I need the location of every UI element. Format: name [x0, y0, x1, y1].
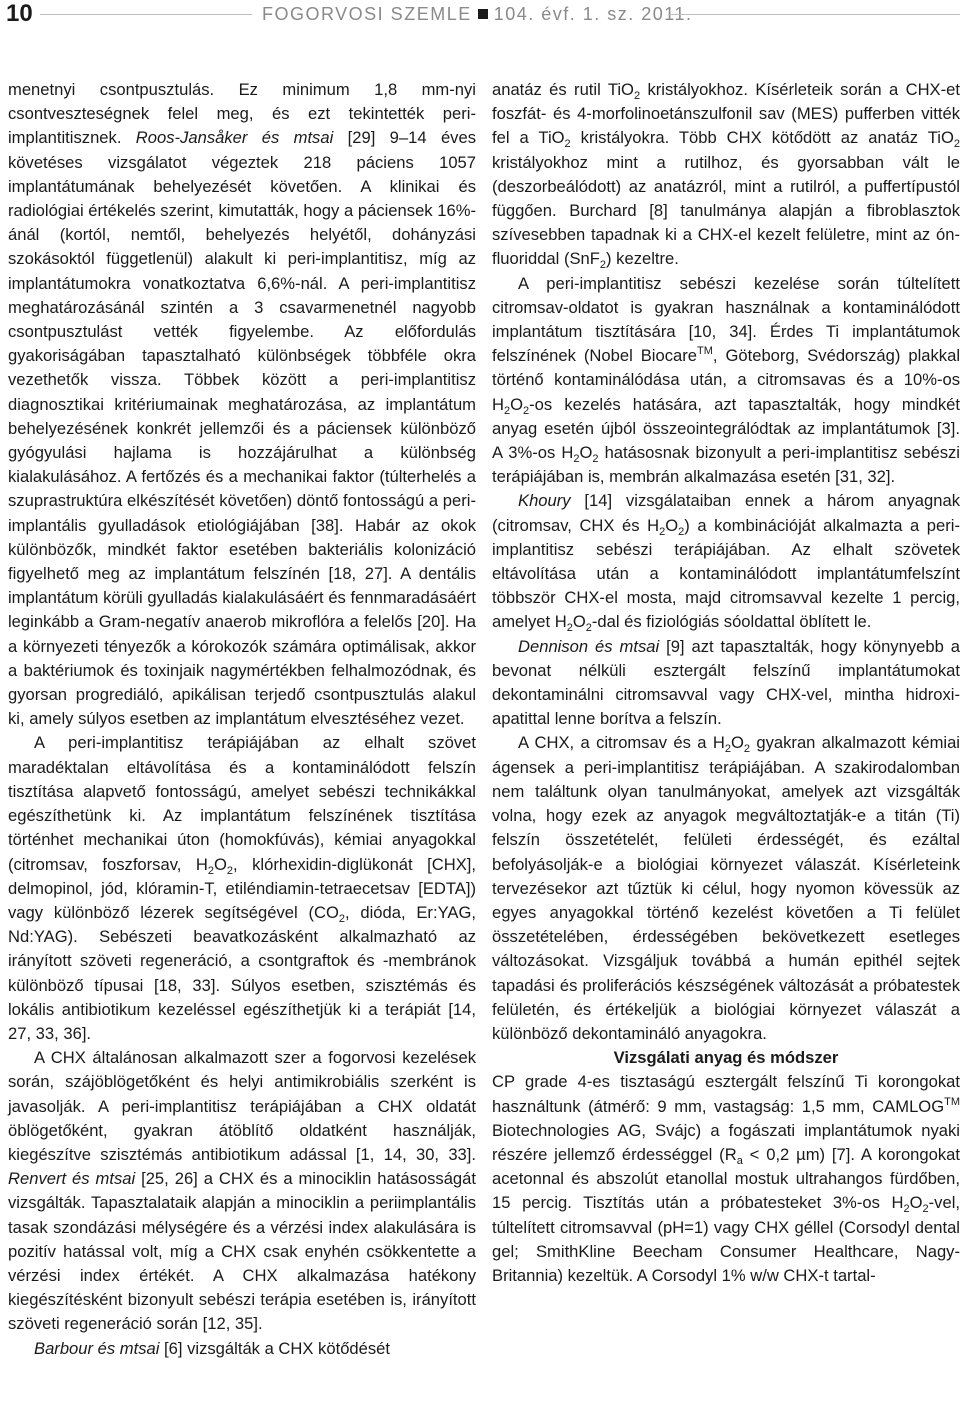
square-bullet-icon: [478, 9, 488, 19]
header-rule-right: [668, 14, 960, 15]
author-reference: Roos-Jansåker és mtsai: [135, 128, 334, 148]
author-reference: Barbour és mtsai: [34, 1338, 160, 1358]
journal-name: FOGORVOSI SZEMLE: [262, 4, 472, 24]
journal-reference: [262, 4, 693, 25]
paragraph: menetnyi csontpusztulás. Ez minimum 1,8 mm-nyi csontveszteségnek felel meg, és ezt tekintették peri-implantitisznek. Roos-Jansåker és mtsai [29] 9–14 éves követéses vizsgálatot végeztek 218 páciens 1057 implantátumának behelyezését követően. A klinikai és radiológiai értékelés szerint, kimutatták, hogy a páciensek 16%-ánál (kortól, nemtől, behelyezés helyétől, dohányzási szokásoktól függetlenül) alakult ki peri-implantitisz, míg az implantátumokra vonatkoztatva 6,6%-nál. A peri-implantitisz meghatározásánál szintén a 3 csavarmenetnél nagyobb csontpusztulást vették figyelembe. Az előfordulás gyakoriságában tapasztalható különbségek többféle okra vezethetők vissza. Többek között a peri-implantitisz diagnosztikai kritériumainak meghatározása, az implantátum behelyezésének konkrét jellemzői és a páciensek különböző gyógyulási hajlama is hozzájárulhat a különbség kialakulásához. A fertőzés és a mechanikai faktor (túlterhelés a szuprastruktúra elkészítését követően) döntő fontosságú a peri-implantális gyulladások etiológiájában [38]. Habár az okok különbözők, mindkét faktor esetében bakteriális kolonizáció figyelhető meg az implantátum felszínén [18, 27]. A dentális implantátum körüli gyulladás kialakulásáért és fennmaradásáért leginkább a Gram-negatív anaerob mikroflóra a felelős [20]. Ha a környezeti tényezők a kórokozók számára optimálisak, akkor a baktériumok és toxinjaik nagymértékben felhalmozódnak, és gyorsan progrediáló, apikálisan terjedő csontpusztulás alakul ki, amely súlyos esetben az implantátum elvesztéséhez vezet.: [8, 80, 476, 729]
journal-issue: 104. évf. 1. sz. 2011.: [493, 4, 693, 24]
author-reference: Dennison és mtsai: [518, 636, 660, 656]
paragraph: A CHX általánosan alkalmazott szer a fogorvosi kezelések során, szájöblögetőként és helyi antimikrobiális szerként is javasolják. A peri-implantitisz terápiájában a CHX oldatát öblögetőként, gyakran átöblítő oldatként használják, kiegészítve szisztémás antibiotikum adással [1, 14, 30, 33]. Renvert és mtsai [25, 26] a CHX és a minociklin hatásosságát vizsgálták. Tapasztalataik alapján a minociklin a periimplantális tasak szondázási mélységére és a vérzési index alakulására is pozitív hatással volt, míg a CHX csak enyhén csökkentette a vérzési index értékét. A CHX alkalmazása hatékony kiegészítésként bizonyult sebészi terápia esetében is, irányított szöveti regeneráció során [12, 35].: [8, 1048, 476, 1334]
page-header: [0, 0, 960, 34]
paragraph: Barbour és mtsai [6] vizsgálták a CHX kötődését: [34, 1338, 391, 1358]
left-column: [8, 78, 476, 1361]
paragraph: A CHX, a citromsav és a $H_2O_2$ gyakran alkalmazott kémiai ágensek a peri-implantitisz terápiájában. A szakirodalomban nem találtunk olyan tanulmányokat, amelyek azt vizsgálták volna, hogy ezek az anyagok megváltoztatják-e a titán (Ti) felszín összetételét, felületi érdességét, és ezáltal befolyásolják-e a biológiai környezet válaszát. Kísérleteink tervezésekor azt tűztük ki célul, hogy nyomon kövessük az egyes anyagokkal történő kezelést követően a Ti felület összetételében, érdességében bekövetkezett esetleges változásokat. Vizsgáljuk továbbá a humán epithél sejtek tapadási és proliferációs készségének változását a próbatestek felületén, és értékeljük a biológiai környezet válaszát a különböző dekontamináló anyagokra.: [492, 733, 960, 1043]
paragraph: CP grade 4-es tisztaságú esztergált felszínű Ti korongokat használtunk (átmérő: 9 mm, vastagság: 1,5 mm, CAMLOG™ Biotechnologies AG, Svájc) a fogászati implantátumok nyaki részére jellemző érdességgel ($R_a < 0,2$ µm) [7]. A korongokat acetonnal és abszolút etanollal mostuk ultrahangos fürdőben, 15 percig. Tisztítás után a próbatesteket 3%-os $H_2O_2$-vel, túltelített citromsavval (pH=1) vagy CHX géllel (Corsodyl dental gel; SmithKline Beecham Consumer Healthcare, Nagy-Britannia) kezeltük. A Corsodyl 1% w/w CHX-t tartal-: [492, 1072, 960, 1285]
paragraph: A peri-implantitisz sebészi kezelése során túltelített citromsav-oldatot is gyakran használnak a kontaminálódott implantátum tisztítására [10, 34]. Érdes Ti implantátumok felszínének (Nobel Biocare™, Göteborg, Svédország) plakkal történő kontaminálódása után, a citromsavas és a 10%-os $H_2O_2-os$ kezelés hatására, azt tapasztalták, hogy mindkét anyag esetén újból összeointegrálódtak az implantátumok [3]. A 3%-os $H_2O_2$ hatásosnak bizonyult a peri-implantitisz sebészi terápiájában is, membrán alkalmazása esetén [31, 32].: [492, 273, 960, 487]
paragraph: Khoury [14] vizsgálataiban ennek a három anyagnak (citromsav, CHX és $H_2O_2$) a kombinációját alkalmazta a peri-implantitisz sebészi terápiájában. Az elhalt szövetek eltávolítása után a kontaminálódott implantátumfelszínt többször CHX-el mosta, majd citromsavval kezelte 1 percig, amelyet $H_2O_2$-dal és fiziológiás sóoldattal öblített le.: [492, 491, 960, 635]
paragraph: A peri-implantitisz terápiájában az elhalt szövet maradéktalan eltávolítása és a kontaminálódott felszín tisztítása alapvető fontosságú, amelyet sebészi technikákkal egészíthetünk ki. Az implantátum felszínének tisztítása történhet mechanikai úton (homokfúvás), kémiai anyagokkal (citromsav, foszforsav, $H_2O_2$, klórhexidin-diglükonát [CHX], delmopinol, jód, klóramin-T, etiléndiamin-tetraecetsav [EDTA]) vagy különböző lézerek segítségével ($CO_2$, dióda, Er:YAG, Nd:YAG). Sebészeti beavatkozásként alkalmazható az irányított szöveti regeneráció, a csontgraftok és -membránok különböző típusai [18, 33]. Súlyos esetben, szisztémás és lokális antibiotikum kezeléssel egészíthetjük ki a terápiát [14, 27, 33, 36].: [8, 733, 476, 1043]
right-column: [492, 78, 960, 1288]
header-rule-left: [40, 14, 252, 15]
page-number: 10: [6, 0, 33, 27]
author-reference: Khoury: [518, 491, 571, 511]
paragraph: Dennison és mtsai [9] azt tapasztalták, hogy könynyebb a bevonat nélküli esztergált felszínű implantátumokat dekontaminálni citromsavval vagy CHX-vel, mintha hidroxi-apatittal lenne borítva a felszín.: [492, 636, 960, 729]
section-heading: Vizsgálati anyag és módszer: [613, 1048, 839, 1068]
paragraph: anatáz és rutil TiO$_2$ kristályokhoz. Kísérleteik során a CHX-et foszfát- és 4-morfolinoetánszulfonil sav (MES) pufferben vitték fel a TiO$_2$ kristályokra. Több CHX kötődött az anatáz TiO$_2$ kristályokhoz mint a rutilhoz, és gyorsabban vált le (deszorbeálódott) az anatázról, mint a rutilról, a puffertípustól függően. Burchard [8] tanulmánya alapján a fibroblasztok szívesebben tapadnak ki a CHX-el kezelt felületre, mint az ón-fluoriddal (SnF$_2$) kezeltre.: [492, 80, 960, 272]
author-reference: Renvert és mtsai: [8, 1169, 136, 1189]
